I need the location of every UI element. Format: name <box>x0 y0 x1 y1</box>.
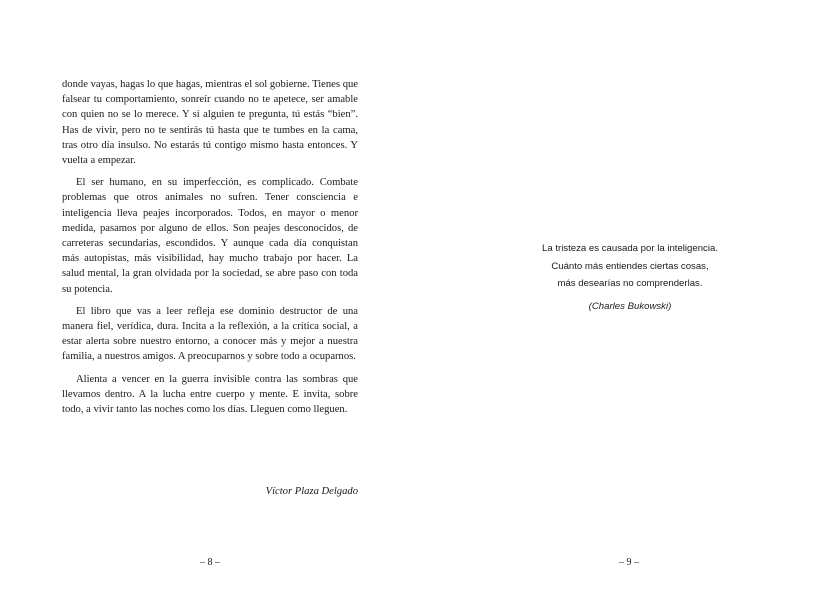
epigraph-line: más desearías no comprenderlas. <box>557 278 703 289</box>
paragraph: El ser humano, en su imperfección, es complicado. Combate problemas que otros animales no sufren. Tener consciencia e inteligencia lleva peajes incorporados. Todos, en mayor o menor medida, pasamos por alguno de ellos. Son peajes desconocidos, de carreteras secundarias, escondidos. Y aunque cada día conquistan más autopistas, más visibilidad, hay mucho trabajo por hacer. La salud mental, la gran olvidada por la sociedad, se abre paso con toda su potencia. <box>62 177 358 295</box>
epigraph-author: (Charles Bukowski) <box>588 300 672 312</box>
epigraph-line: La tristeza es causada por la inteligencia. <box>542 243 718 254</box>
paragraph: donde vayas, hagas lo que hagas, mientras el sol gobierne. Tienes que falsear tu comportamiento, sonreír cuando no te apetece, ser amable con quien no se lo merece. Y si alguien te pregunta, tú estás “bien”. Has de vivir, pero no te sentirás tú hasta que te tumbes en la cama, tras otro día insulso. No estarás tú contigo mismo hasta entonces. Y vuelta a empezar. <box>62 79 358 167</box>
right-page <box>420 0 839 595</box>
paragraph: El libro que vas a leer refleja ese dominio destructor de una manera fiel, verídica, dura. Incita a la reflexión, a la crítica social, a estar alerta sobre nuestro entorno, a conocer más y mejor a nuestra familia, a nuestros amigos. A preocuparnos y sobre todo a ocuparnos. <box>62 305 358 363</box>
epigraph-line: Cuánto más entiendes ciertas cosas, <box>551 260 709 272</box>
signature: Víctor Plaza Delgado <box>265 486 358 497</box>
page-number-right: – 9 – <box>619 557 639 568</box>
page-number-left: – 8 – <box>200 557 220 568</box>
paragraph: Alienta a vencer en la guerra invisible contra las sombras que llevamos dentro. A la lucha entre cuerpo y mente. E invita, sobre todo, a vivir tanto las noches como los días. Lleguen como lleguen. <box>62 373 358 416</box>
epigraph <box>480 240 780 315</box>
body-text <box>62 77 358 424</box>
